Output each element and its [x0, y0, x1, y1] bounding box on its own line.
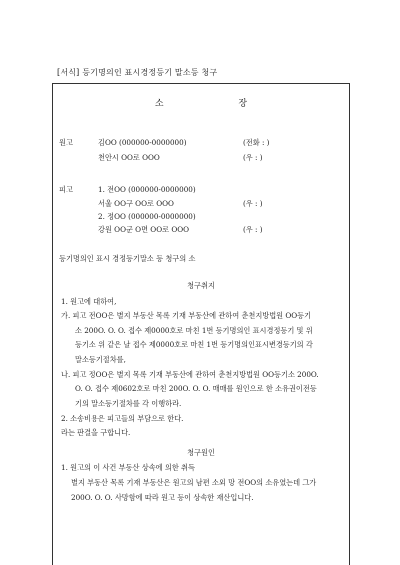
document-title: 소 장 [154, 99, 284, 109]
defendant-1-name: 1. 전OO (000000-0000000) [98, 185, 196, 194]
claim-purpose-line: 가. 피고 전OO은 별지 부동산 목록 기재 부동산에 관하여 춘천지방법원 OO등기 [61, 311, 312, 320]
claim-cause-line: 1. 원고의 이 사건 부동산 상속에 의한 취득 [61, 463, 195, 472]
defendant-1-address: 서울 OO구 OO로 OOO [98, 199, 174, 208]
claim-cause-heading: 청구원인 [187, 448, 215, 457]
defendant-2-address: 강원 OO군 O면 OO로 OOO [98, 225, 189, 234]
claim-purpose-line: 기의 말소등기절차를 각 이행하라. [75, 399, 182, 408]
plaintiff-name: 김OO (000000-0000000) [98, 138, 187, 147]
plaintiff-phone: (전화 : ) [243, 138, 270, 147]
claim-cause-line: 200O. O. O. 사망함에 따라 원고 등이 상속한 재산입니다. [71, 493, 254, 502]
claim-purpose-line: O. O. 접수 제0602호로 마친 200O. O. O. 매매를 원인으로 한 소유권이전등 [75, 384, 317, 393]
defendant-1-postal: (우 : ) [243, 199, 263, 208]
claim-purpose-line: 라는 판결을 구합니다. [61, 428, 131, 437]
claim-cause-line: 별지 부동산 목록 기재 부동산은 원고의 남편 소외 망 전OO의 소유였는데 그가 [71, 478, 317, 487]
defendant-2-postal: (우 : ) [243, 225, 263, 234]
claim-purpose-line: 등기소 위 같은 날 접수 제0000호로 마친 1번 등기명의인표시변경등기의 각 [75, 340, 313, 349]
claim-purpose-heading: 청구취지 [187, 281, 215, 290]
plaintiff-label: 원고 [59, 138, 73, 147]
case-title: 등기명의인 표시 경정등기말소 등 청구의 소 [59, 254, 196, 263]
plaintiff-address: 천안시 OO로 OOO [98, 153, 160, 162]
complaint-document [52, 83, 350, 565]
plaintiff-postal: (우 : ) [243, 153, 263, 162]
claim-purpose-line: 2. 소송비용은 피고들의 부담으로 한다. [61, 414, 184, 423]
claim-purpose-line: 말소등기절차를, [75, 355, 126, 364]
form-caption: [서식] 등기명의인 표시경정등기 말소등 청구 [57, 68, 218, 77]
claim-purpose-line: 소 200O. O. O. 접수 제0000호로 마친 1번 등기명의인 표시경정등기 및 위 [75, 326, 313, 335]
claim-purpose-line: 나. 피고 정OO은 별지 목록 기재 부동산에 관하여 춘천지방법원 OO등기소 200O. [61, 370, 319, 379]
defendant-label: 피고 [59, 185, 73, 194]
defendant-2-name: 2. 정OO (000000-0000000) [98, 212, 196, 221]
claim-purpose-line: 1. 원고에 대하여, [61, 297, 117, 306]
